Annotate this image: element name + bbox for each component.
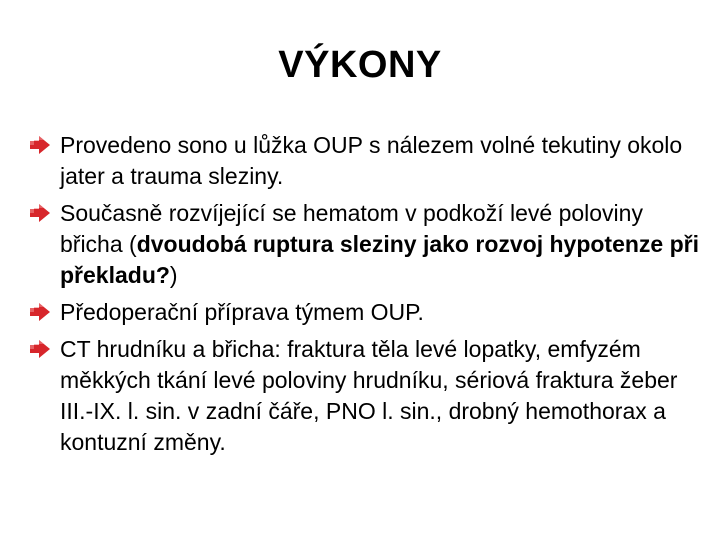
bullet-text-bold: dvoudobá ruptura sleziny jako rozvoj hypotenze při překladu?	[60, 231, 700, 288]
red-arrow-bullet-icon	[30, 340, 50, 358]
red-arrow-bullet-icon	[30, 136, 50, 154]
bullet-text-after: )	[169, 262, 178, 288]
bullet-item-2	[28, 198, 704, 291]
bullet-item-4	[28, 334, 704, 458]
bullet-text-before: Současně rozvíjející se hematom v podkoží levé poloviny břicha (	[60, 200, 643, 257]
bullet-text: Provedeno sono u lůžka OUP s nálezem volné tekutiny okolo jater a trauma sleziny.	[60, 132, 683, 189]
bullet-item-1	[28, 130, 704, 192]
bullet-list	[28, 130, 704, 464]
bullet-text: Předoperační příprava týmem OUP.	[60, 299, 424, 325]
bullet-text: CT hrudníku a břicha: fraktura těla levé lopatky, emfyzém měkkých tkání levé poloviny hrudníku, sériová fraktura žeber III.-IX. l. sin. v zadní čáře, PNO l. sin., drobný hemothorax a kontuzní změny.	[60, 336, 678, 455]
red-arrow-bullet-icon	[30, 204, 50, 222]
red-arrow-bullet-icon	[30, 303, 50, 321]
slide-title: VÝKONY	[278, 44, 442, 86]
bullet-item-3	[28, 297, 704, 328]
